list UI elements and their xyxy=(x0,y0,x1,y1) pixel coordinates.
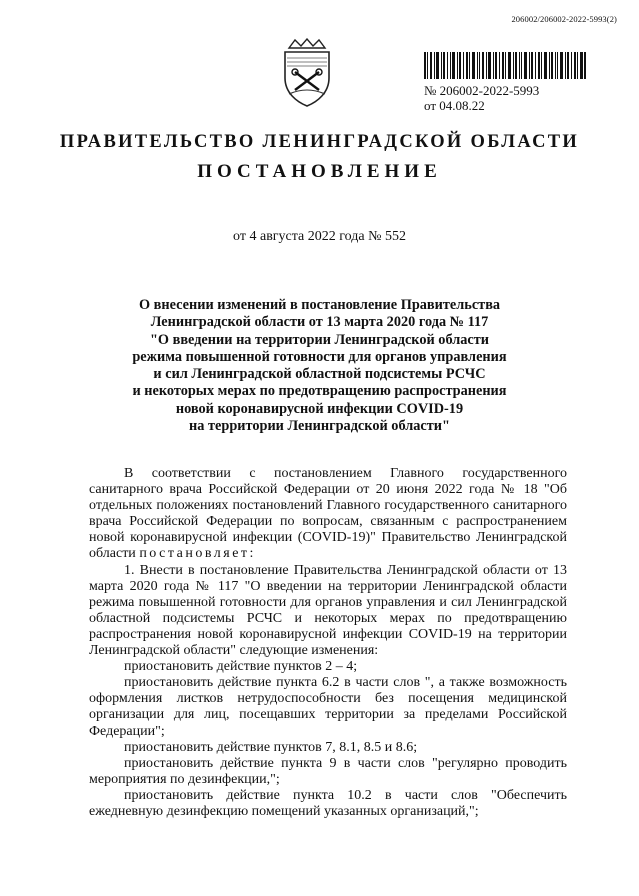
subject-line: и сил Ленинградской областной подсистемы РСЧС xyxy=(153,366,486,383)
subject-line: Ленинградской области от 13 марта 2020 года № 117 xyxy=(150,314,489,331)
preamble-paragraph xyxy=(89,466,567,563)
change-item: приостановить действие пунктов 2 – 4; xyxy=(124,659,358,675)
preamble-text: В соответствии с постановлением Главного государственного санитарного врача Российской Федерации от 20 июня 2022 года № 18 "Об отдельных положениях постановлений Главного государственного санитарного врача Российской Федерации по вопросам, связанным с распространением новой коронавирусной инфекции (COVID-19)" Правительство Ленинградской области xyxy=(89,466,567,562)
subject-line: новой коронавирусной инфекции COVID-19 xyxy=(175,400,464,417)
government-title: ПРАВИТЕЛЬСТВО ЛЕНИНГРАДСКОЙ ОБЛАСТИ xyxy=(59,132,580,152)
subject-line: режима повышенной готовности для органов управления xyxy=(132,348,507,365)
barcode-icon xyxy=(424,52,586,79)
item-1-paragraph: 1. Внести в постановление Правительства Ленинградской области от 13 марта 2020 года № 117 "О введении на территории Ленинградской области режима повышенной готовности для органов управления и сил Ленинградской областной подсистемы РСЧС и некоторых мерах по предотвращению распространения новой коронавирусной инфекции COVID-19 на территории Ленинградской области" следующие изменения: xyxy=(89,562,567,659)
resolves-word: постановляет: xyxy=(139,546,256,562)
subject-line: на территории Ленинградской области" xyxy=(189,418,450,435)
registration-number: № 206002-2022-5993 xyxy=(424,83,540,98)
document-code: 206002/206002-2022-5993(2) xyxy=(511,14,617,24)
coat-of-arms-icon xyxy=(277,38,337,108)
change-item: приостановить действие пункта 10.2 в части слов "Обеспечить ежедневную дезинфекцию помещений указанных организаций,"; xyxy=(89,787,567,819)
subject-line: "О введении на территории Ленинградской области xyxy=(149,331,490,348)
document-date-number: от 4 августа 2022 года № 552 xyxy=(233,229,406,244)
document-type: ПОСТАНОВЛЕНИЕ xyxy=(197,161,442,182)
registration-date: от 04.08.22 xyxy=(424,98,485,113)
document-subject xyxy=(0,297,639,435)
document-body xyxy=(89,466,567,820)
change-item: приостановить действие пункта 6.2 в части слов ", а также возможность оформления листков нетрудоспособности без посещения медицинской организации для лиц, посещавших территории за пределами Российской Федерации"; xyxy=(89,675,567,739)
subject-line: О внесении изменений в постановление Правительства xyxy=(138,297,501,313)
subject-line: и некоторых мерах по предотвращению распространения xyxy=(132,383,507,400)
change-item: приостановить действие пункта 9 в части слов "регулярно проводить мероприятия по дезинфекции,"; xyxy=(89,755,567,787)
change-item: приостановить действие пунктов 7, 8.1, 8.5 и 8.6; xyxy=(124,739,418,755)
